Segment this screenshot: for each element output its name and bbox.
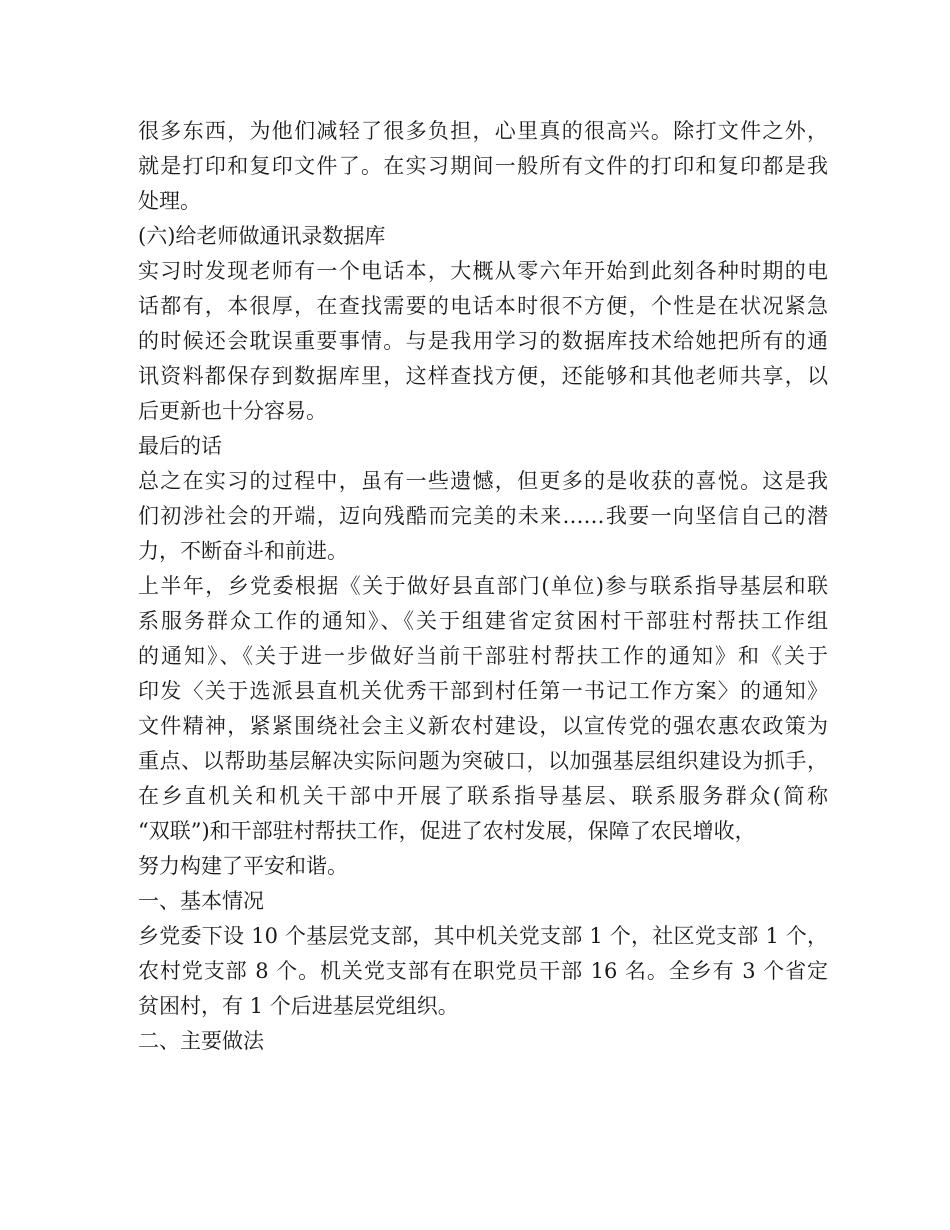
document-body	[138, 114, 828, 1059]
text-line: 贫困村，有 1 个后进基层党组织。	[138, 994, 459, 1018]
text-line: 系服务群众工作的通知》、《关于组建省定贫困村干部驻村帮扶工作组	[138, 609, 828, 633]
text-line: 文件精神，紧紧围绕社会主义新农村建设，以宣传党的强农惠农政策为	[138, 714, 828, 738]
text-line: 乡党委下设 10 个基层党支部，其中机关党支部 1 个，社区党支部 1 个，	[138, 924, 828, 948]
text-line: 处理。	[138, 189, 201, 213]
section-heading: (六)给老师做通讯录数据库	[138, 224, 386, 248]
text-line: 在乡直机关和机关干部中开展了联系指导基层、联系服务群众(简称	[138, 784, 828, 808]
text-line: 话都有，本很厚，在查找需要的电话本时很不方便，个性是在状况紧急	[138, 294, 828, 318]
text-line: 印发〈关于选派县直机关优秀干部到村任第一书记工作方案〉的通知》	[138, 679, 828, 703]
text-line: 很多东西，为他们减轻了很多负担，心里真的很高兴。除打文件之外，	[138, 119, 828, 143]
text-line: 的时候还会耽误重要事情。与是我用学习的数据库技术给她把所有的通	[138, 329, 828, 353]
section-heading: 二、主要做法	[138, 1029, 264, 1053]
text-line: 后更新也十分容易。	[138, 399, 327, 423]
text-line: 讯资料都保存到数据库里，这样查找方便，还能够和其他老师共享，以	[138, 364, 828, 388]
text-line: 实习时发现老师有一个电话本，大概从零六年开始到此刻各种时期的电	[138, 259, 828, 283]
section-heading: 一、基本情况	[138, 889, 264, 913]
text-line: 的通知》、《关于进一步做好当前干部驻村帮扶工作的通知》和《关于	[138, 644, 828, 668]
text-line: 重点、以帮助基层解决实际问题为突破口，以加强基层组织建设为抓手，	[138, 749, 828, 773]
text-line: 农村党支部 8 个。机关党支部有在职党员干部 16 名。全乡有 3 个省定	[138, 959, 828, 983]
text-line: 力，不断奋斗和前进。	[138, 539, 348, 563]
text-line: “双联”)和干部驻村帮扶工作，促进了农村发展，保障了农民增收，	[138, 819, 756, 843]
text-line: 努力构建了平安和谐。	[138, 854, 348, 878]
text-line: 上半年，乡党委根据《关于做好县直部门(单位)参与联系指导基层和联	[138, 574, 828, 598]
section-heading: 最后的话	[138, 434, 222, 458]
text-line: 就是打印和复印文件了。在实习期间一般所有文件的打印和复印都是我	[138, 154, 828, 178]
text-line: 们初涉社会的开端，迈向残酷而完美的未来……我要一向坚信自己的潜	[138, 504, 828, 528]
text-line: 总之在实习的过程中，虽有一些遗憾，但更多的是收获的喜悦。这是我	[138, 469, 828, 493]
